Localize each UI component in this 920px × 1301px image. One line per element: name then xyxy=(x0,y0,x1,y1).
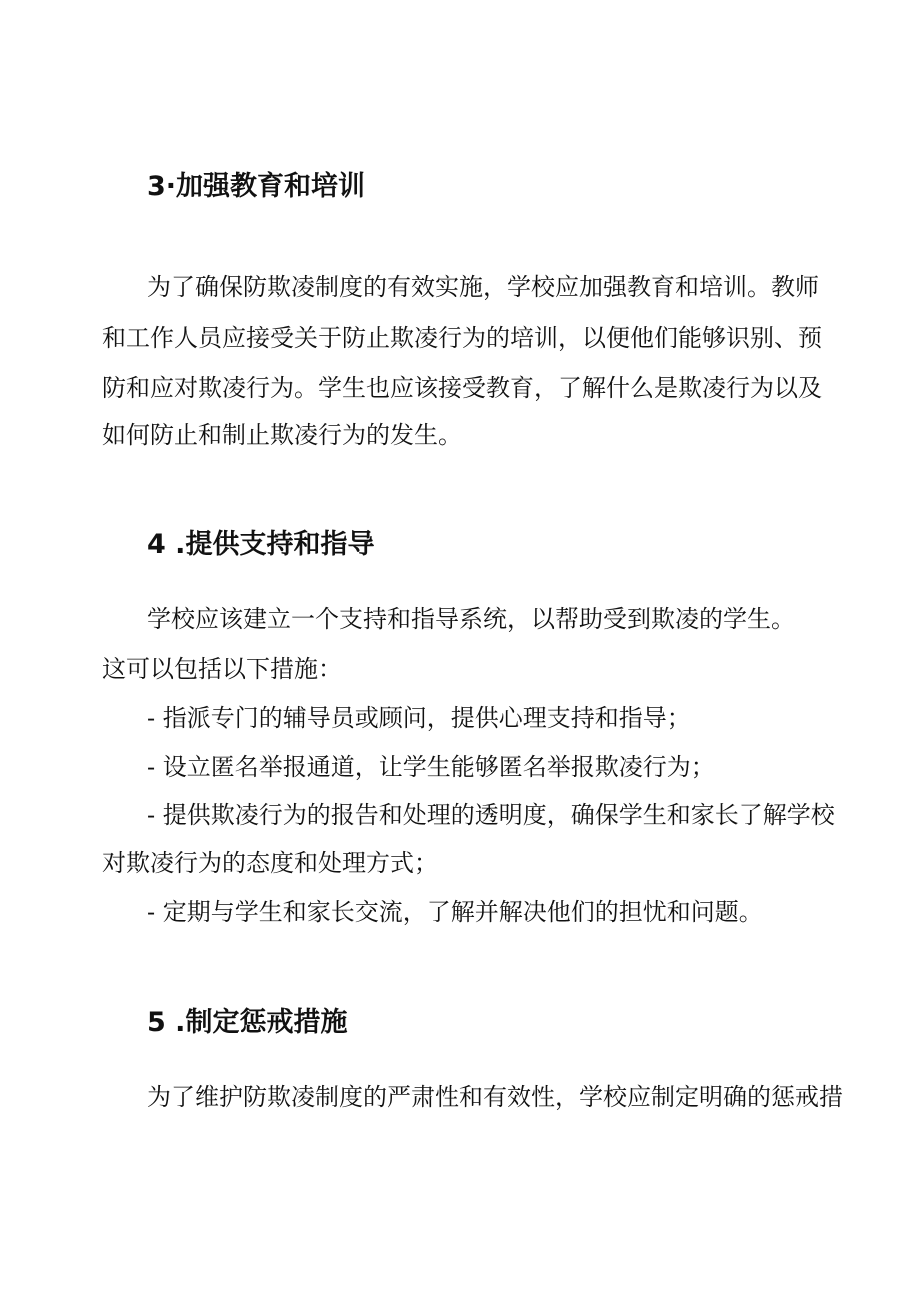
section-3-heading: 3·加强教育和培训 xyxy=(147,171,366,202)
section-5-heading: 5 .制定惩戒措施 xyxy=(147,1007,348,1038)
section-3-line-3: 防和应对欺凌行为。学生也应该接受教育，了解什么是欺凌行为以及 xyxy=(102,374,822,402)
section-4-bullet-3-cont: 对欺凌行为的态度和处理方式； xyxy=(102,849,438,877)
section-3-line-1: 为了确保防欺凌制度的有效实施，学校应加强教育和培训。教师 xyxy=(147,273,819,301)
section-4-bullet-2: - 设立匿名举报通道，让学生能够匿名举报欺凌行为； xyxy=(147,753,715,781)
section-4-bullet-3: - 提供欺凌行为的报告和处理的透明度，确保学生和家长了解学校 xyxy=(147,801,835,829)
section-4-heading: 4 .提供支持和指导 xyxy=(147,529,375,560)
section-4-bullet-1: - 指派专门的辅导员或顾问，提供心理支持和指导； xyxy=(147,704,691,732)
section-3-line-4: 如何防止和制止欺凌行为的发生。 xyxy=(102,421,462,449)
section-5-line-1: 为了维护防欺凌制度的严肃性和有效性，学校应制定明确的惩戒措 xyxy=(147,1083,843,1111)
section-4-line-2: 这可以包括以下措施： xyxy=(102,655,342,683)
section-4-line-1: 学校应该建立一个支持和指导系统，以帮助受到欺凌的学生。 xyxy=(147,605,795,633)
section-4-bullet-4: - 定期与学生和家长交流，了解并解决他们的担忧和问题。 xyxy=(147,898,763,926)
section-3-line-2: 和工作人员应接受关于防止欺凌行为的培训，以便他们能够识别、预 xyxy=(102,324,822,352)
